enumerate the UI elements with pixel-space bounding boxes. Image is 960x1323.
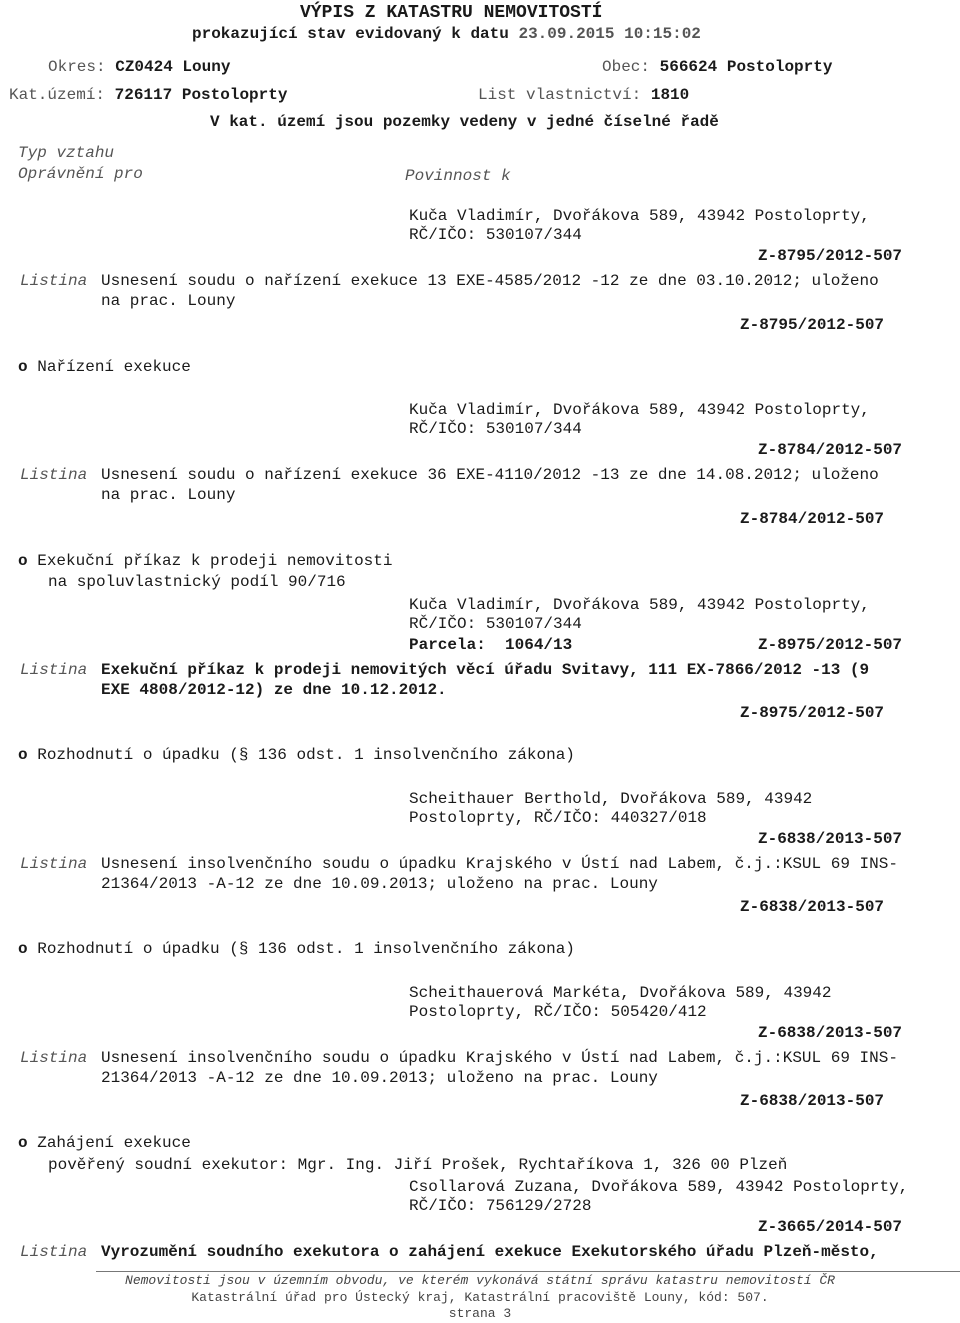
entry-2-listina-line2: EXE 4808/2012-12) ze dne 10.12.2012. [101,681,447,699]
entry-5-ref1: Z-3665/2014-507 [758,1218,903,1236]
col-opravneni-pro: Oprávnění pro [18,165,143,183]
entry-2-heading [18,551,392,571]
entry-1-ref1: Z-8784/2012-507 [758,441,903,459]
bullet-icon: o [18,1134,28,1152]
obec-value: 566624 Postoloprty [659,58,833,76]
entry-1-heading [18,357,191,377]
entry-0-ref2: Z-8795/2012-507 [740,316,885,334]
obec-row [602,57,832,77]
entry-0-listina-line1: Usnesení soudu o nařízení exekuce 13 EXE-4585/2012 -12 ze dne 03.10.2012; uloženo [101,272,879,290]
document-title: VÝPIS Z KATASTRU NEMOVITOSTÍ [300,3,603,23]
obec-label: Obec: [602,58,651,76]
subtitle [192,24,701,44]
entry-1-listina-label: Listina [20,466,88,484]
katuzemi-row [9,85,287,105]
entry-3-party-line1: Scheithauer Berthold, Dvořákova 589, 43942 [409,790,813,808]
bullet-icon: o [18,940,28,958]
footer-line1: Nemovitosti jsou v územním obvodu, ve kterém vykonává státní správu katastru nemovitostí ČR [125,1273,835,1288]
col-typ-vztahu: Typ vztahu [18,144,115,162]
entry-4-ref2: Z-6838/2013-507 [740,1092,885,1110]
lv-row [478,85,689,105]
entry-3-listina-label: Listina [20,855,88,873]
entry-4-party-line1: Scheithauerová Markéta, Dvořákova 589, 43942 [409,984,832,1002]
okres-value: CZ0424 Louny [115,58,231,76]
entry-3-listina-line1: Usnesení insolvenčního soudu o úpadku Krajského v Ústí nad Labem, č.j.:KSUL 69 INS- [101,855,898,873]
entry-3-listina-line2: 21364/2013 -A-12 ze dne 10.09.2013; uloženo na prac. Louny [101,875,658,893]
katuzemi-value: 726117 Postoloprty [114,86,288,104]
numbering-note: V kat. území jsou pozemky vedeny v jedné číselné řadě [210,113,719,131]
entry-0-listina-label: Listina [20,272,88,290]
page-number: strana 3 [448,1306,512,1321]
lv-value: 1810 [650,86,690,104]
entry-1-listina-line1: Usnesení soudu o nařízení exekuce 36 EXE-4110/2012 -13 ze dne 14.08.2012; uloženo [101,466,879,484]
entry-0-party-line1: Kuča Vladimír, Dvořákova 589, 43942 Postoloprty, [409,207,870,225]
entry-4-listina-label: Listina [20,1049,88,1067]
entry-2-parcela: Parcela: 1064/13 [409,636,573,654]
katuzemi-label: Kat.území: [9,86,106,104]
entry-0-party-line2: RČ/IČO: 530107/344 [409,226,582,244]
entry-4-listina-line1: Usnesení insolvenčního soudu o úpadku Krajského v Ústí nad Labem, č.j.:KSUL 69 INS- [101,1049,898,1067]
okres-row [48,57,230,77]
entry-2-ref2: Z-8975/2012-507 [740,704,885,722]
entry-2-listina-line1: Exekuční příkaz k prodeji nemovitých věcí úřadu Svitavy, 111 EX-7866/2012 -13 (9 [101,661,870,679]
entry-4-party-line2: Postoloprty, RČ/IČO: 505420/412 [409,1003,707,1021]
entry-2-party-line1: Kuča Vladimír, Dvořákova 589, 43942 Postoloprty, [409,596,870,614]
entry-2-party-line2: RČ/IČO: 530107/344 [409,615,582,633]
okres-label: Okres: [48,58,106,76]
entry-3-party-line2: Postoloprty, RČ/IČO: 440327/018 [409,809,707,827]
entry-3-ref1: Z-6838/2013-507 [758,830,903,848]
bullet-icon: o [18,358,28,376]
subtitle-prefix: prokazující stav evidovaný k datu [192,25,509,43]
entry-5-heading [18,1133,191,1153]
entry-5-listina-line1: Vyrozumění soudního exekutora o zahájení exekuce Exekutorského úřadu Plzeň-město, [101,1243,879,1261]
entry-5-title: Zahájení exekuce [37,1134,191,1152]
entry-3-ref2: Z-6838/2013-507 [740,898,885,916]
subtitle-date: 23.09.2015 10:15:02 [518,25,701,43]
entry-0-listina-line2: na prac. Louny [101,292,236,310]
entry-4-title: Rozhodnutí o úpadku (§ 136 odst. 1 insolvenčního zákona) [37,940,575,958]
entry-4-heading [18,939,575,959]
entry-4-listina-line2: 21364/2013 -A-12 ze dne 10.09.2013; uloženo na prac. Louny [101,1069,658,1087]
entry-2-title-line2: na spoluvlastnický podíl 90/716 [48,573,346,591]
entry-1-title: Nařízení exekuce [37,358,191,376]
entry-1-listina-line2: na prac. Louny [101,486,236,504]
col-povinnost-k: Povinnost k [405,167,511,185]
bullet-icon: o [18,552,28,570]
entry-5-party-line1: Csollarová Zuzana, Dvořákova 589, 43942 Postoloprty, [409,1178,909,1196]
entry-3-heading [18,745,575,765]
entry-5-listina-label: Listina [20,1243,88,1261]
entry-3-title: Rozhodnutí o úpadku (§ 136 odst. 1 insolvenčního zákona) [37,746,575,764]
entry-0-ref1: Z-8795/2012-507 [758,247,903,265]
entry-5-party-line2: RČ/IČO: 756129/2728 [409,1197,592,1215]
entry-5-title-line2: pověřený soudní exekutor: Mgr. Ing. Jiří Prošek, Rychtaříkova 1, 326 00 Plzeň [48,1156,788,1174]
lv-label: List vlastnictví: [478,86,642,104]
entry-4-ref1: Z-6838/2013-507 [758,1024,903,1042]
entry-1-ref2: Z-8784/2012-507 [740,510,885,528]
entry-1-party-line2: RČ/IČO: 530107/344 [409,420,582,438]
entry-2-listina-label: Listina [20,661,88,679]
footer-line2: Katastrální úřad pro Ústecký kraj, Katastrální pracoviště Louny, kód: 507. [191,1290,769,1305]
entry-2-title: Exekuční příkaz k prodeji nemovitosti [37,552,393,570]
bullet-icon: o [18,746,28,764]
entry-2-ref1: Z-8975/2012-507 [758,636,903,654]
entry-1-party-line1: Kuča Vladimír, Dvořákova 589, 43942 Postoloprty, [409,401,870,419]
